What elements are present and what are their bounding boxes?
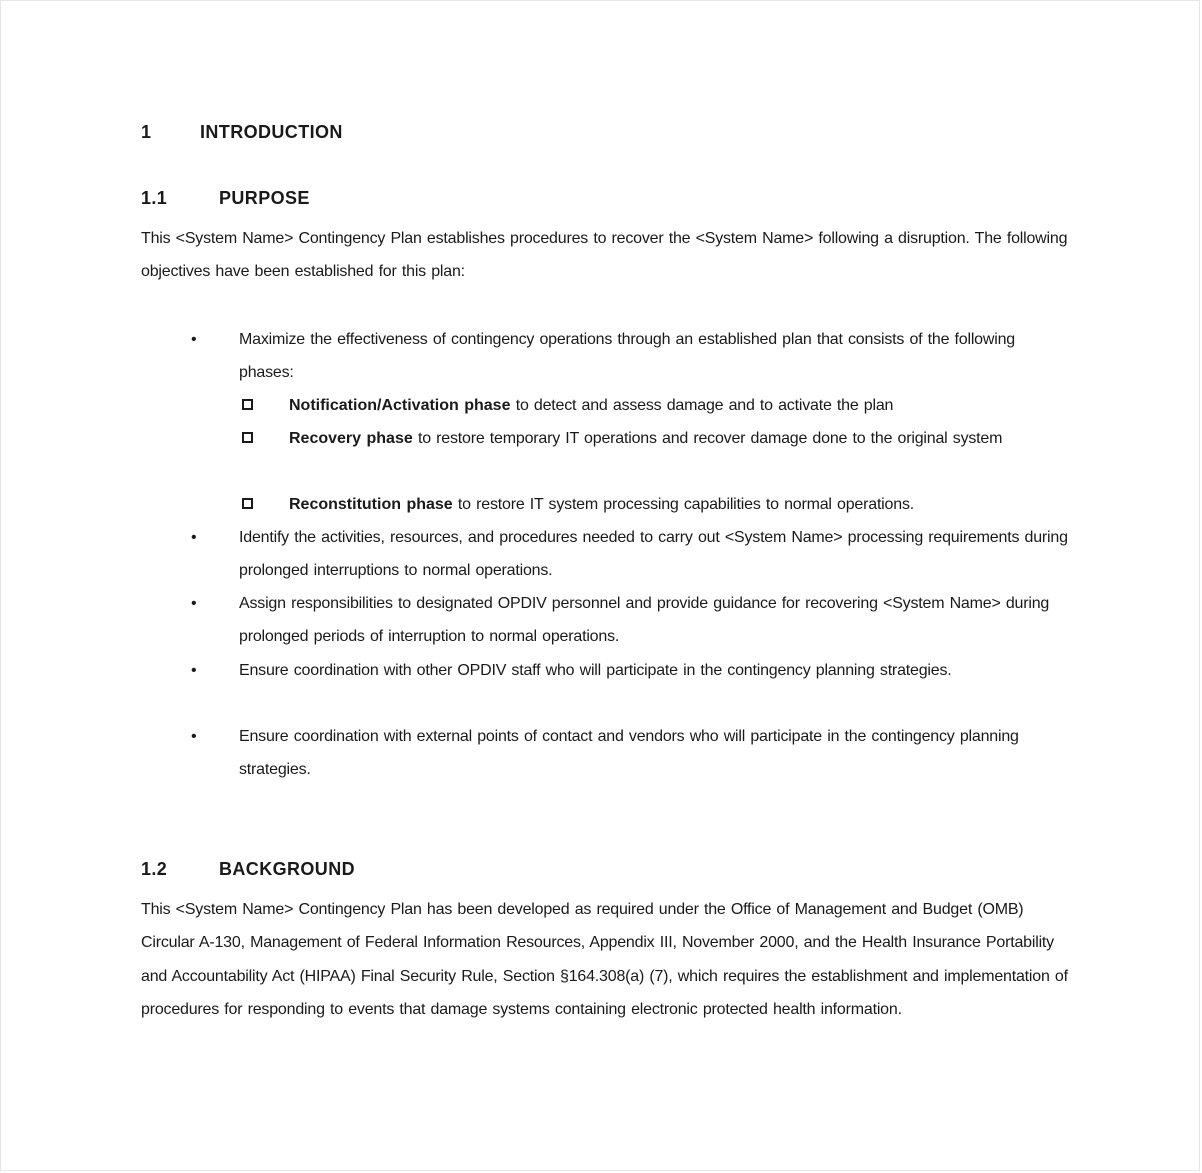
list-item-text: Ensure coordination with external points of contact and vendors who will participate in the contingency planning strategies. (239, 728, 1019, 779)
phase-name: Notification/Activation phase (289, 397, 511, 414)
list-item (191, 323, 1074, 390)
checkbox-bullet-icon (242, 399, 253, 410)
subsection-number: 1.2 (141, 859, 168, 879)
list-item-text: Assign responsibilities to designated OPDIV personnel and provide guidance for recovering <System Name> during prolonged periods of interruption to normal operations. (239, 595, 1050, 646)
phase-name: Recovery phase (289, 430, 413, 447)
list-item-text: Ensure coordination with other OPDIV staff who will participate in the contingency planning strategies. (239, 662, 952, 679)
purpose-intro-paragraph: This <System Name> Contingency Plan establishes procedures to recover the <System Name> following a disruption. The following objectives have been established for this plan: (141, 230, 1068, 281)
phase-name: Reconstitution phase (289, 496, 453, 513)
subsection-title: PURPOSE (219, 188, 310, 208)
bullet-icon: • (191, 331, 197, 348)
list-item-text: Identify the activities, resources, and procedures needed to carry out <System Name> processing requirements during prolonged interruptions to normal operations. (239, 529, 1068, 580)
phase-item (289, 488, 1049, 521)
phase-description: to restore IT system processing capabilities to normal operations. (452, 496, 914, 513)
subsection-number: 1.1 (141, 188, 168, 208)
bullet-icon: • (191, 529, 197, 546)
checkbox-bullet-icon (242, 498, 253, 509)
bullet-icon: • (191, 728, 197, 745)
section-number: 1 (141, 122, 152, 142)
bullet-icon: • (191, 595, 197, 612)
phase-item (289, 389, 1049, 422)
list-item-text: Maximize the effectiveness of contingency operations through an established plan that consists of the following phases: (239, 331, 1015, 382)
bullet-icon: • (191, 662, 197, 679)
phase-item (289, 422, 1049, 455)
list-item (191, 654, 1074, 687)
phase-description: to detect and assess damage and to activate the plan (510, 397, 894, 414)
background-paragraph: This <System Name> Contingency Plan has been developed as required under the Office of Management and Budget (OMB) Circular A-130, Management of Federal Information Resources, Appendix III, November 2000, and the Health Insurance Portability and Accountability Act (HIPAA) Final Security Rule, Section §164.308(a) (7), which requires the establishment and implementation of procedures for responding to events that damage systems containing electronic protected health information. (141, 901, 1068, 1018)
checkbox-bullet-icon (242, 432, 253, 443)
list-item (191, 587, 1074, 654)
subsection-title: BACKGROUND (219, 859, 355, 879)
section-title: INTRODUCTION (200, 122, 343, 142)
phase-description: to restore temporary IT operations and recover damage done to the original system (412, 430, 1003, 447)
list-item (191, 720, 1074, 787)
list-item (191, 521, 1074, 588)
